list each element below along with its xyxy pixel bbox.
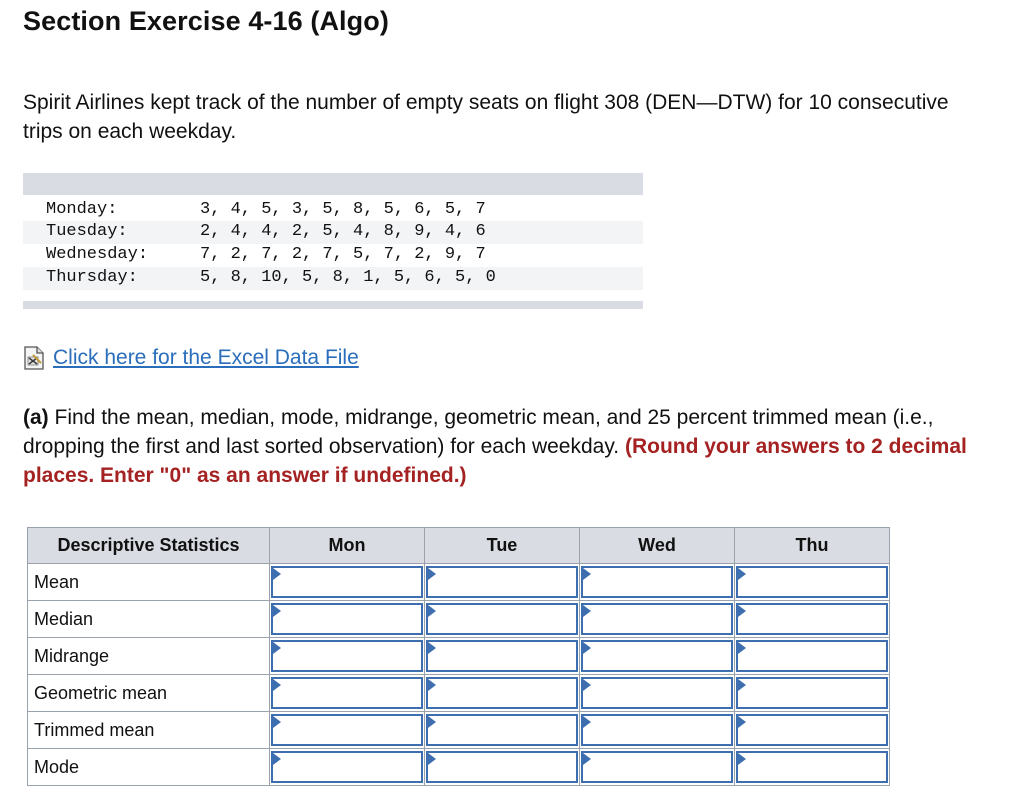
answer-cell [425,675,580,712]
column-header: Mon [270,528,425,564]
problem-intro: Spirit Airlines kept track of the number of empty seats on flight 308 (DEN—DTW) for 10 consecutive trips on each weekday. [23,91,949,143]
answer-input-mon[interactable] [271,714,423,746]
answer-cell [270,638,425,675]
excel-data-file-link[interactable] [23,346,359,370]
table-header-row [28,528,890,564]
answer-input-thu[interactable] [736,677,888,709]
table-row [28,601,890,638]
answer-cell [580,601,735,638]
dataset-values: 3, 4, 5, 3, 5, 8, 5, 6, 5, 7 [200,200,486,219]
input-marker-icon [428,753,436,765]
answer-input-tue[interactable] [426,677,578,709]
table-row [28,749,890,786]
answer-cell [735,749,890,786]
answer-cell [270,564,425,601]
answer-input-tue[interactable] [426,640,578,672]
row-label: Median [28,601,270,638]
answer-cell [270,749,425,786]
input-marker-icon [583,642,591,654]
input-marker-icon [738,753,746,765]
row-label: Midrange [28,638,270,675]
row-label: Mode [28,749,270,786]
input-marker-icon [428,716,436,728]
answer-input-wed[interactable] [581,751,733,783]
answer-cell [580,749,735,786]
answer-input-wed[interactable] [581,640,733,672]
column-header: Wed [580,528,735,564]
column-header: Thu [735,528,890,564]
dataset-bottom-bar [23,301,643,309]
row-label: Geometric mean [28,675,270,712]
input-marker-icon [273,753,281,765]
dataset-top-bar [23,173,643,195]
input-marker-icon [273,605,281,617]
answer-input-tue[interactable] [426,714,578,746]
input-marker-icon [583,605,591,617]
answer-input-mon[interactable] [271,603,423,635]
input-marker-icon [738,568,746,580]
answer-cell [270,712,425,749]
answer-cell [735,638,890,675]
answer-input-tue[interactable] [426,603,578,635]
input-marker-icon [583,679,591,691]
answer-input-mon[interactable] [271,640,423,672]
input-marker-icon [273,679,281,691]
column-header: Descriptive Statistics [28,528,270,564]
input-marker-icon [273,568,281,580]
answer-cell [735,712,890,749]
answer-cell [580,638,735,675]
answer-cell [580,675,735,712]
answer-input-wed[interactable] [581,677,733,709]
input-marker-icon [583,753,591,765]
input-marker-icon [273,642,281,654]
table-row [28,712,890,749]
table-row [28,564,890,601]
input-marker-icon [738,642,746,654]
answer-input-wed[interactable] [581,714,733,746]
question-text: Find the mean, median, mode, midrange, geometric mean, and 25 percent trimmed mean (i.e., dropping the first and last sorted observation) for each weekday. [23,406,934,458]
input-marker-icon [738,605,746,617]
dataset-row-wednesday [23,244,643,267]
input-marker-icon [428,679,436,691]
answer-input-thu[interactable] [736,566,888,598]
answer-cell [425,564,580,601]
input-marker-icon [428,642,436,654]
dataset-day: Monday: [46,200,118,219]
column-header: Tue [425,528,580,564]
input-marker-icon [273,716,281,728]
answer-input-wed[interactable] [581,603,733,635]
row-label: Mean [28,564,270,601]
answer-input-mon[interactable] [271,751,423,783]
descriptive-statistics-table [27,527,890,786]
answer-cell [580,564,735,601]
answer-cell [735,675,890,712]
dataset-values: 2, 4, 4, 2, 5, 4, 8, 9, 4, 6 [200,222,486,241]
question-part-label: (a) [23,406,49,429]
page-title: Section Exercise 4-16 (Algo) [23,6,389,36]
answer-input-tue[interactable] [426,751,578,783]
dataset-row-monday [23,199,643,222]
dataset-row-tuesday [23,221,643,244]
answer-cell [735,601,890,638]
table-row [28,638,890,675]
dataset-block [23,173,643,309]
answer-cell [270,601,425,638]
answer-cell [580,712,735,749]
input-marker-icon [738,716,746,728]
dataset-day: Wednesday: [46,245,149,264]
answer-input-thu[interactable] [736,603,888,635]
answer-input-tue[interactable] [426,566,578,598]
input-marker-icon [428,568,436,580]
row-label: Trimmed mean [28,712,270,749]
dataset-values: 5, 8, 10, 5, 8, 1, 5, 6, 5, 0 [200,268,496,287]
excel-link-label: Click here for the Excel Data File [53,346,359,369]
answer-input-wed[interactable] [581,566,733,598]
answer-cell [425,749,580,786]
answer-cell [425,638,580,675]
table-row [28,675,890,712]
answer-cell [425,712,580,749]
dataset-day: Thursday: [46,268,138,287]
dataset-values: 7, 2, 7, 2, 7, 5, 7, 2, 9, 7 [200,245,486,264]
answer-cell [270,675,425,712]
input-marker-icon [583,568,591,580]
answer-input-thu[interactable] [736,640,888,672]
question-prompt [23,403,998,490]
answer-cell [425,601,580,638]
input-marker-icon [583,716,591,728]
rounding-instruction: (Round your answers to 2 decimal places. Enter "0" as an answer if undefined.) [23,435,967,487]
input-marker-icon [428,605,436,617]
dataset-row-thursday [23,267,643,290]
input-marker-icon [738,679,746,691]
answer-cell [735,564,890,601]
excel-file-icon [23,346,45,370]
answer-input-thu[interactable] [736,714,888,746]
answer-input-mon[interactable] [271,566,423,598]
dataset-day: Tuesday: [46,222,128,241]
answer-input-thu[interactable] [736,751,888,783]
answer-input-mon[interactable] [271,677,423,709]
